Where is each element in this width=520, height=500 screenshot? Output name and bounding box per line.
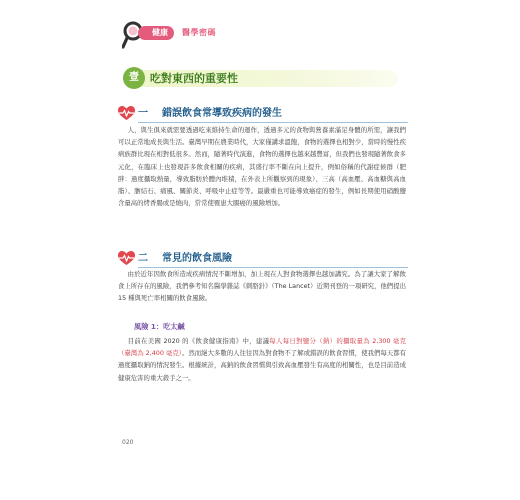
- section-title: 錯誤飲食常導致疾病的發生: [162, 108, 282, 119]
- risk-1-text-after: 。然而絕大多數的人往往因為對食物不了解或錯誤的飲食習慣，使我們每天都有過度攝取鈉的情況發生。根據統計，高鈉的飲食習慣與引致高血壓發生有高度的相關性，也是目前造成健康危害的重大殺手之一。: [118, 349, 406, 382]
- section-number: 二: [138, 253, 148, 264]
- chapter-title: 吃對東西的重要性: [150, 72, 238, 85]
- risk-1-paragraph: [118, 335, 406, 384]
- chapter-number: 壹: [123, 67, 145, 89]
- risk-1-text-before: 目前在美國 2020 的《飲食健康指南》中，建議: [127, 337, 270, 345]
- header-logo: [122, 20, 282, 50]
- section-title: 常見的飲食風險: [162, 253, 232, 264]
- section-number: 一: [138, 108, 148, 119]
- section-1-paragraph: 人，與生俱來就需要透過吃來維持生命的運作，透過多元的食物與營養素滿足身體的所需，讓我們可以正常地成長與生活。臺灣早期在農業時代，大家僅講求溫飽，食物的選擇也相對少，當時的慢性疾病族群比現在相對低很多。然而，隨著時代演進，食物的選擇也越來越豐富，但我們也發現隨著飲食多元化，在臨床上也發現許多飲食相關的疾病，其盛行率不斷在向上提升，例如俗稱的代謝症候群（肥胖：過度攝取熱量，導致脂肪於體內堆積，在外表上所觀察到的現象）、三高（高血壓、高血糖與高血脂）、膽結石、痛風、關節炎、呼吸中止症等等。最嚴重也可能導致癌症的發生，例如長期使用硝酸鹽含量高的烤香腸或是燒肉，常常使罹患大腸癌的風險增加。: [118, 126, 406, 208]
- section-underline: [138, 122, 408, 123]
- heartbeat-icon: [118, 106, 135, 121]
- brand-badge: 健康: [138, 26, 174, 40]
- risk-1-heading: 風險 1：吃太鹹: [134, 322, 185, 331]
- risk-1-highlight: 每人每日對鹽分（鈉）的攝取量為 2,300 毫克（臺灣為 2,400 毫克）: [118, 337, 407, 358]
- page-number: 020: [122, 439, 134, 446]
- brand-subtitle: 醫學密碼: [182, 28, 216, 37]
- section-heading-2: [118, 250, 408, 268]
- section-2-paragraph: 由於近年因飲食所造成疾病情況不斷增加，加上現在人對食物選擇也越加講究。為了讓大家了解飲食上所存在的風險，我們參考知名醫學雜誌《刺胳針》（The Lancet）近期刊登的一項研究，他們提出 15 種與死亡率相關的飲食風險。: [118, 270, 406, 303]
- section-heading-1: [118, 105, 408, 123]
- heartbeat-icon: [118, 251, 135, 266]
